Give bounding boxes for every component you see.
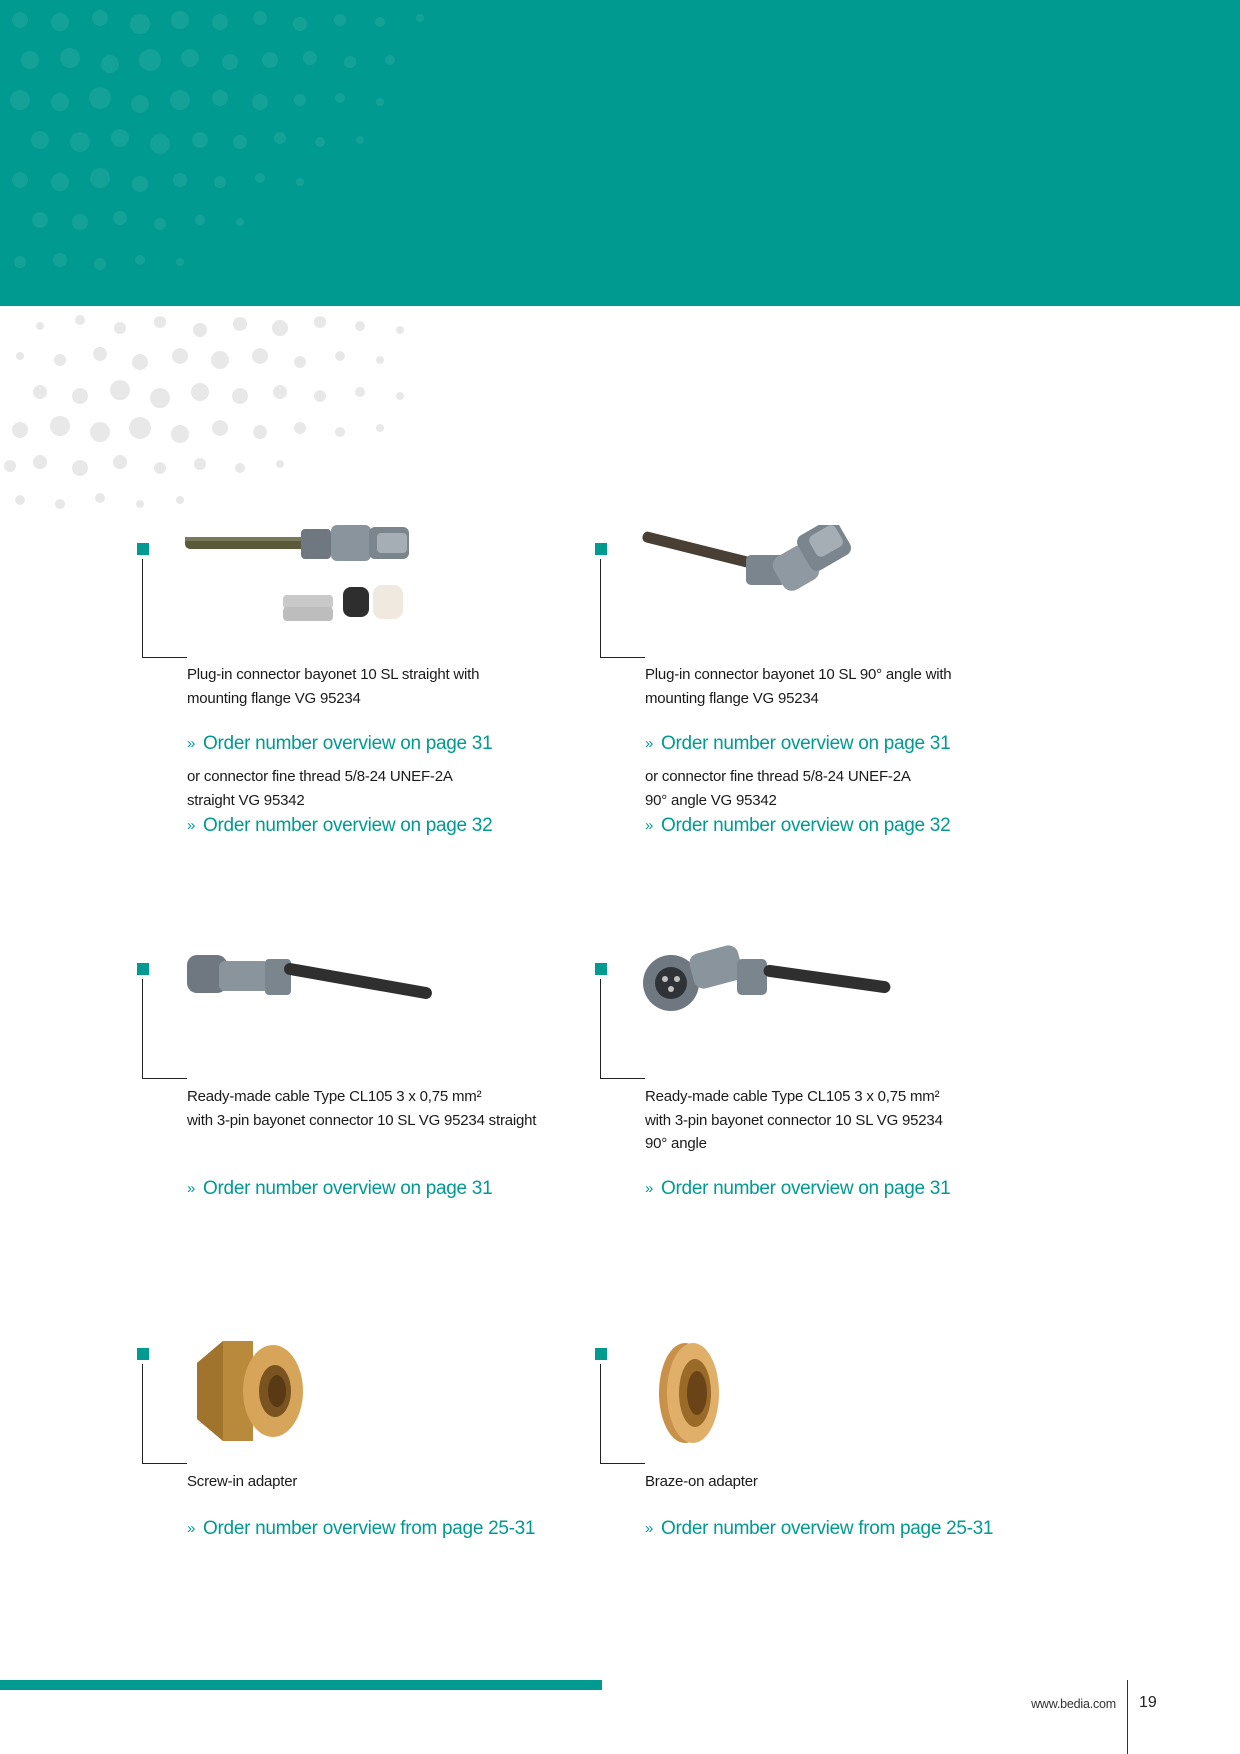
product-card [595,963,1015,1343]
product-card [137,543,557,923]
product-card [137,963,557,1343]
bullet-marker [595,543,607,555]
footer-divider [1127,1680,1128,1754]
description-line: Plug-in connector bayonet 10 SL straight with [187,666,480,683]
ready-made-cable-angled-image [641,945,891,1075]
chevron-right-icon: » [187,1520,196,1537]
order-overview-link[interactable] [645,1518,993,1540]
callout-bracket [142,979,187,1079]
footer-website-link[interactable]: www.bedia.com [1031,1697,1116,1711]
footer-accent-bar [0,1680,602,1690]
callout-bracket [142,559,187,658]
callout-bracket [600,1364,645,1464]
order-overview-link[interactable] [645,733,950,755]
chevron-right-icon: » [645,1180,654,1197]
screw-in-adapter-image [183,1308,433,1468]
link-label: Order number overview on page 31 [661,733,951,754]
page-number: 19 [1139,1694,1157,1711]
callout-bracket [600,979,645,1079]
order-overview-link[interactable] [187,733,492,755]
bullet-marker [137,963,149,975]
chevron-right-icon: » [187,817,196,834]
product-card [595,1348,1015,1728]
chevron-right-icon: » [645,1520,654,1537]
description-line: 90° angle VG 95342 [645,791,777,809]
braze-on-adapter-image [641,1308,891,1468]
link-label: Order number overview from page 25-31 [203,1518,536,1539]
product-card [137,1348,557,1728]
description-line: Ready-made cable Type CL105 3 x 0,75 mm² [187,1088,482,1105]
description-line: or connector fine thread 5/8-24 UNEF-2A [645,768,911,785]
description-line: mounting flange VG 95234 [187,689,361,707]
description-line: Plug-in connector bayonet 10 SL 90° angle with [645,666,952,683]
chevron-right-icon: » [187,1180,196,1197]
order-overview-link[interactable] [645,1178,950,1200]
order-overview-link[interactable] [187,1518,535,1540]
link-label: Order number overview on page 31 [661,1178,951,1199]
description-line: Screw-in adapter [187,1473,298,1490]
order-overview-link[interactable] [187,1178,492,1200]
ready-made-cable-straight-image [183,945,433,1075]
alternative-description [187,765,453,812]
link-label: Order number overview on page 32 [661,815,951,836]
description-line: Ready-made cable Type CL105 3 x 0,75 mm² [645,1088,940,1105]
chevron-right-icon: » [645,735,654,752]
chevron-right-icon: » [187,735,196,752]
dot-pattern-decoration [0,0,560,306]
link-label: Order number overview on page 32 [203,815,493,836]
product-card [595,543,1015,923]
description-line: with 3-pin bayonet connector 10 SL VG 95234 [645,1111,943,1129]
link-label: Order number overview from page 25-31 [661,1518,994,1539]
order-overview-link[interactable] [187,815,492,837]
product-description [645,1470,758,1494]
angled-bayonet-connector-image [641,525,891,655]
callout-bracket [142,1364,187,1464]
product-description [645,1085,943,1156]
link-label: Order number overview on page 31 [203,733,493,754]
bullet-marker [595,1348,607,1360]
product-description [187,1470,297,1494]
bullet-marker [137,543,149,555]
product-description [187,663,479,710]
description-line: 90° angle [645,1135,707,1152]
bullet-marker [595,963,607,975]
product-description [187,1085,536,1132]
description-line: with 3-pin bayonet connector 10 SL VG 95234 straight [187,1111,537,1129]
straight-bayonet-connector-image [183,525,433,655]
link-label: Order number overview on page 31 [203,1178,493,1199]
order-overview-link[interactable] [645,815,950,837]
description-line: mounting flange VG 95234 [645,689,819,707]
product-description [645,663,951,710]
header-band [0,0,1240,306]
alternative-description [645,765,911,812]
callout-bracket [600,559,645,658]
bullet-marker [137,1348,149,1360]
description-line: Braze-on adapter [645,1473,758,1490]
chevron-right-icon: » [645,817,654,834]
description-line: or connector fine thread 5/8-24 UNEF-2A [187,768,453,785]
description-line: straight VG 95342 [187,791,305,809]
dot-pattern-decoration [0,306,460,526]
